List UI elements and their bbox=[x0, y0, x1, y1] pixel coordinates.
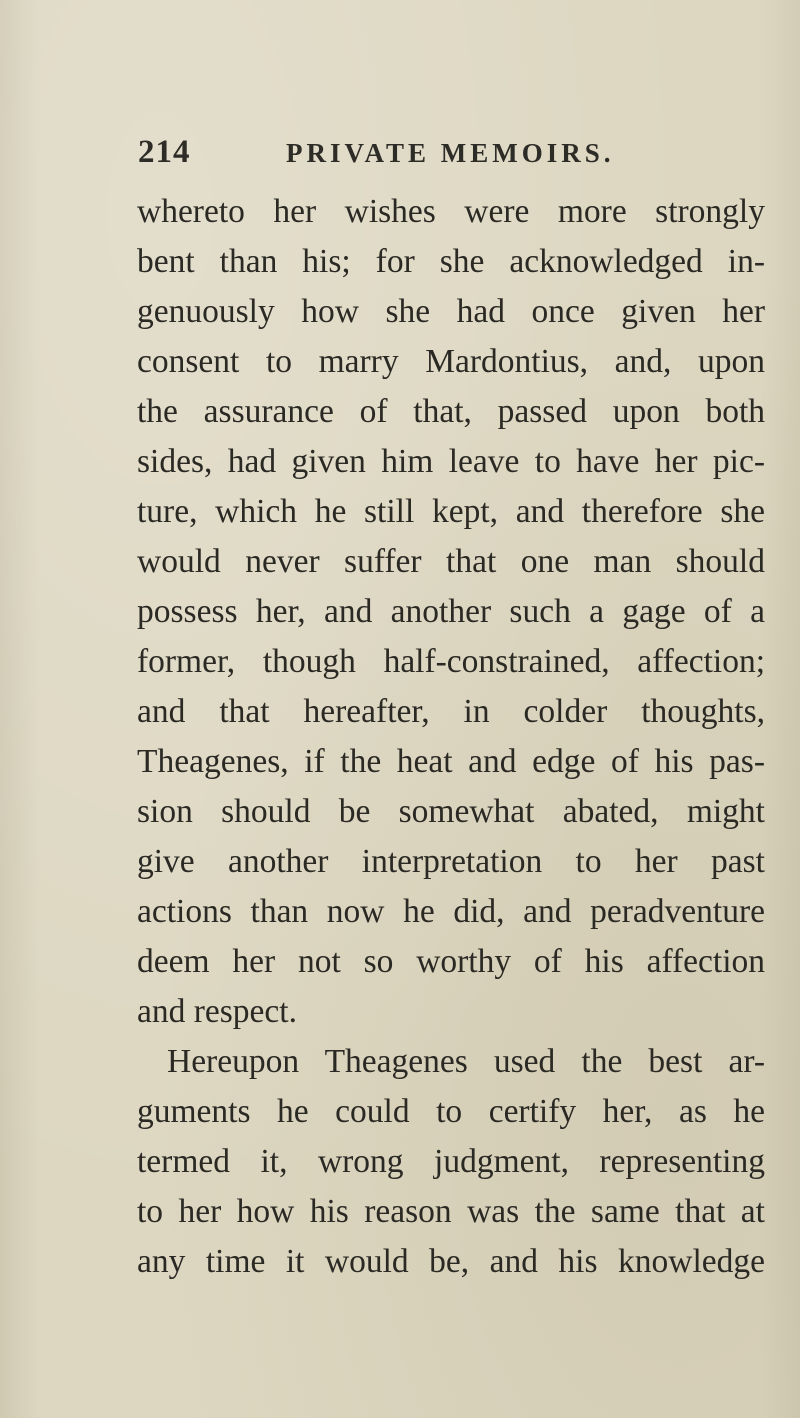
text-line: to her how his reason was the same that at bbox=[137, 1193, 765, 1230]
text-line: the assurance of that, passed upon both bbox=[137, 393, 765, 430]
text-line: whereto her wishes were more strongly bbox=[137, 193, 765, 230]
text-line: sides, had given him leave to have her pic- bbox=[137, 443, 765, 480]
text-line: any time it would be, and his knowledge bbox=[137, 1243, 765, 1280]
text-line: would never suffer that one man should bbox=[137, 543, 765, 580]
running-head bbox=[138, 134, 778, 174]
text-line: termed it, wrong judgment, representing bbox=[137, 1143, 765, 1180]
text-line: possess her, and another such a gage of a bbox=[137, 593, 765, 630]
text-line: ture, which he still kept, and therefore she bbox=[137, 493, 765, 530]
text-line: deem her not so worthy of his affection bbox=[137, 943, 765, 980]
text-line: bent than his; for she acknowledged in- bbox=[137, 243, 765, 280]
text-line: genuously how she had once given her bbox=[137, 293, 765, 330]
text-line: consent to marry Mardontius, and, upon bbox=[137, 343, 765, 380]
text-line: and respect. bbox=[137, 993, 297, 1030]
text-line: Hereupon Theagenes used the best ar- bbox=[167, 1043, 765, 1080]
text-line: guments he could to certify her, as he bbox=[137, 1093, 765, 1130]
text-line: Theagenes, if the heat and edge of his pas- bbox=[137, 743, 765, 780]
running-title: PRIVATE MEMOIRS. bbox=[286, 138, 615, 168]
text-line: sion should be somewhat abated, might bbox=[137, 793, 765, 830]
text-line: actions than now he did, and peradventure bbox=[137, 893, 765, 930]
text-line: give another interpretation to her past bbox=[137, 843, 765, 880]
text-line: former, though half-constrained, affection; bbox=[137, 643, 765, 680]
page-number: 214 bbox=[138, 134, 191, 170]
text-line: and that hereafter, in colder thoughts, bbox=[137, 693, 765, 730]
